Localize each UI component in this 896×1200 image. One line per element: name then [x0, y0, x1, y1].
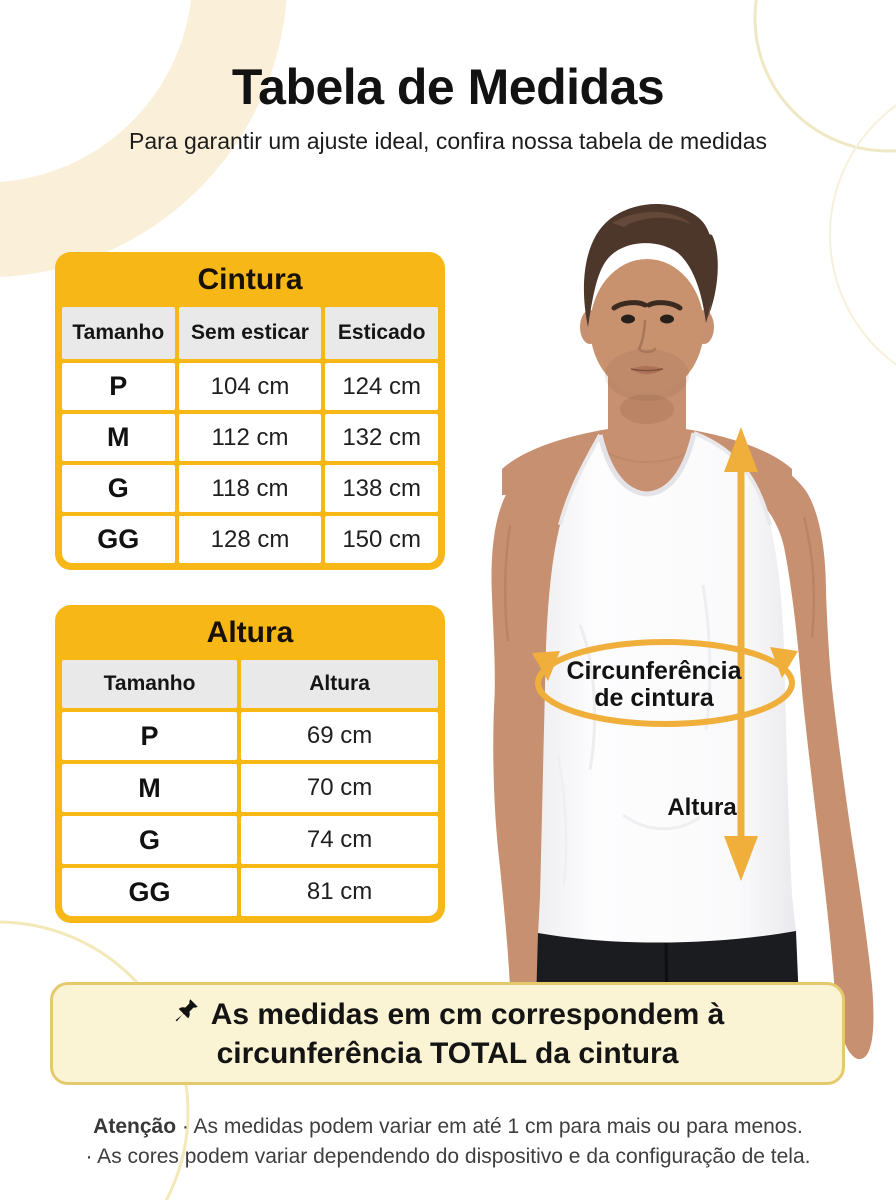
table-header-cell: Esticado — [325, 307, 438, 359]
height-table-title: Altura — [206, 615, 294, 649]
table-cell-value: 150 cm — [325, 516, 438, 563]
table-cell-size: G — [62, 816, 237, 864]
waist-label-line2: de cintura — [594, 684, 714, 712]
table-cell-value: 70 cm — [241, 764, 438, 812]
table-cell-value: 124 cm — [325, 363, 438, 410]
table-cell-value: 118 cm — [179, 465, 322, 512]
table-cell-size: M — [62, 764, 237, 812]
table-header-cell: Tamanho — [62, 660, 237, 708]
model-photo — [448, 195, 896, 1100]
table-cell-size: P — [62, 712, 237, 760]
height-table-grid — [62, 660, 438, 916]
table-cell-value: 104 cm — [179, 363, 322, 410]
table-cell-value: 81 cm — [241, 868, 438, 916]
table-cell-value: 132 cm — [325, 414, 438, 461]
waist-label-line1: Circunferência — [566, 657, 742, 685]
measurement-note-callout — [50, 982, 845, 1085]
table-header-cell: Altura — [241, 660, 438, 708]
attention-label: Atenção — [93, 1115, 177, 1138]
page-title: Tabela de Medidas — [231, 59, 665, 115]
page-subtitle: Para garantir um ajuste ideal, confira nossa tabela de medidas — [129, 128, 767, 154]
table-cell-value: 128 cm — [179, 516, 322, 563]
callout-text-line2: circunferência TOTAL da cintura — [216, 1037, 679, 1070]
model-head — [580, 204, 718, 401]
table-cell-size: GG — [62, 868, 237, 916]
waist-table-grid — [62, 307, 438, 563]
table-cell-size: P — [62, 363, 175, 410]
footer-line2: · As cores podem variar dependendo do dispositivo e da configuração de tela. — [85, 1145, 811, 1168]
table-cell-size: M — [62, 414, 175, 461]
header — [0, 58, 896, 155]
footer-line1: Atenção · As medidas podem variar em até 1 cm para mais ou para menos. — [93, 1115, 803, 1138]
table-header-cell: Tamanho — [62, 307, 175, 359]
table-cell-value: 112 cm — [179, 414, 322, 461]
callout-text-line1: As medidas em cm correspondem à — [210, 997, 725, 1031]
table-cell-value: 69 cm — [241, 712, 438, 760]
table-cell-size: G — [62, 465, 175, 512]
waist-table-title: Cintura — [197, 262, 303, 296]
waist-size-table — [55, 252, 445, 570]
table-cell-value: 74 cm — [241, 816, 438, 864]
height-label: Altura — [667, 794, 737, 821]
table-header-cell: Sem esticar — [179, 307, 322, 359]
pushpin-icon — [171, 996, 201, 1036]
table-cell-size: GG — [62, 516, 175, 563]
table-cell-value: 138 cm — [325, 465, 438, 512]
footer-notes — [0, 1112, 896, 1172]
height-size-table — [55, 605, 445, 923]
